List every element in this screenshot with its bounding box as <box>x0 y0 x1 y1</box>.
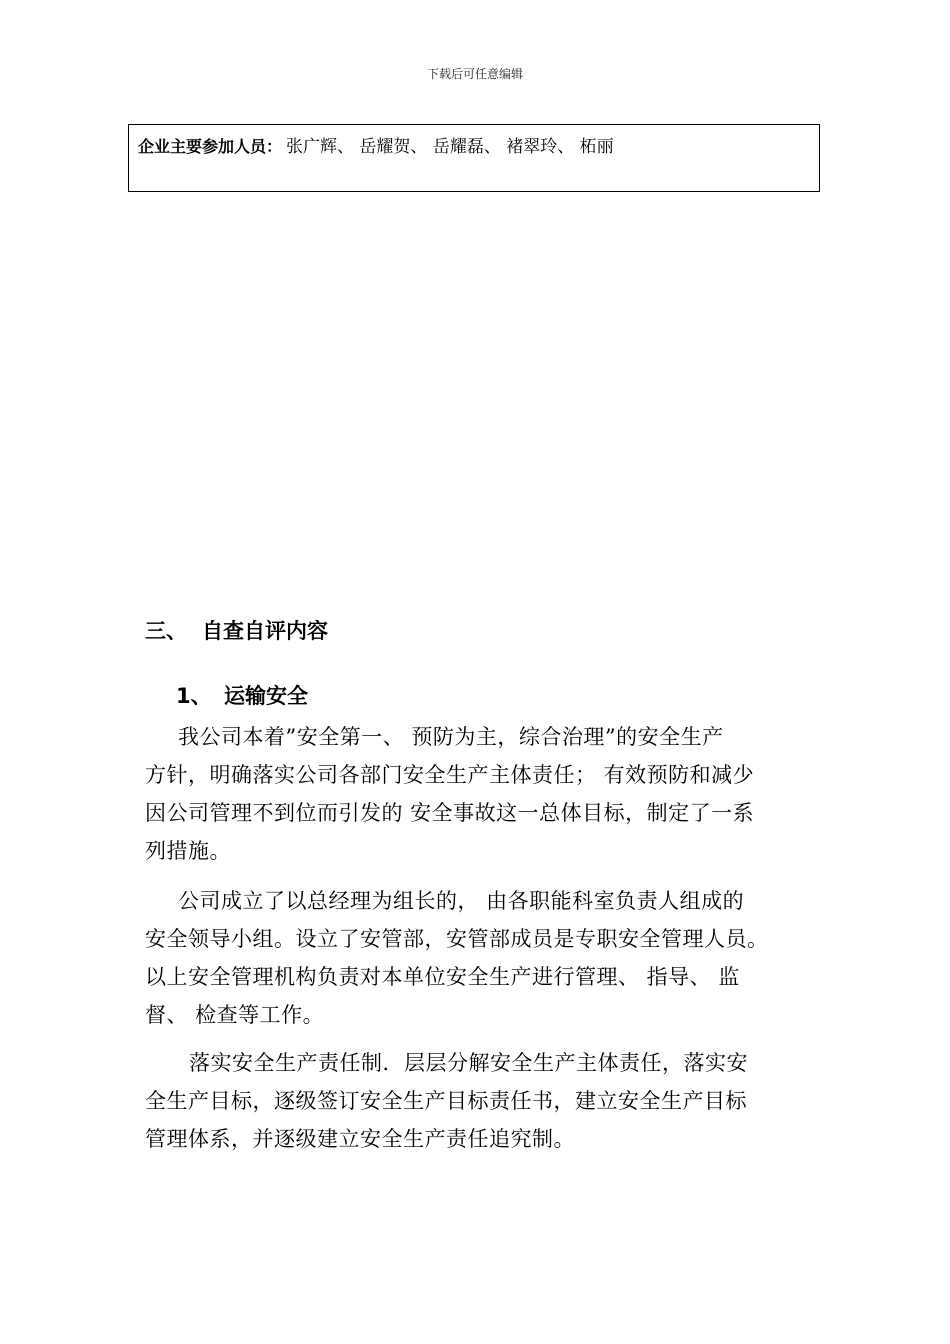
paragraph-line: 安全领导小组。设立了安管部，安管部成员是专职安全管理人员。 <box>145 927 769 951</box>
paragraph-line: 列措施。 <box>145 839 231 863</box>
subsection-number: 1、 <box>176 684 212 708</box>
paragraph-line: 全生产目标，逐级签订安全生产目标责任书，建立安全生产目标 <box>145 1089 747 1113</box>
paragraph-2 <box>145 882 815 1034</box>
paragraph-1 <box>145 718 815 870</box>
section-title: 自查自评内容 <box>202 619 328 643</box>
paragraph-line: 因公司管理不到位而引发的 安全事故这一总体目标，制定了一系 <box>145 801 755 825</box>
paragraph-line: 以上安全管理机构负责对本单位安全生产进行管理、 指导、 监 <box>145 965 740 989</box>
participants-label: 企业主要参加人员： <box>138 137 283 156</box>
paragraph-line: 公司成立了以总经理为组长的， 由各职能科室负责人组成的 <box>178 889 745 913</box>
paragraph-line: 督、 检查等工作。 <box>145 1003 325 1027</box>
subsection-heading <box>176 681 308 711</box>
paragraph-3 <box>145 1044 815 1158</box>
page-header-note: 下载后可任意编辑 <box>426 67 523 81</box>
subsection-title: 运输安全 <box>224 684 308 708</box>
paragraph-line: 方针，明确落实公司各部门安全生产主体责任； 有效预防和减少 <box>145 763 755 787</box>
participants-box <box>128 124 820 192</box>
paragraph-line: 管理体系，并逐级建立安全生产责任追究制。 <box>145 1127 575 1151</box>
paragraph-line: 落实安全生产责任制．层层分解安全生产主体责任，落实安 <box>189 1051 748 1075</box>
section-number: 三、 <box>145 619 187 643</box>
section-heading <box>145 616 328 646</box>
paragraph-line: 我公司本着”安全第一、 预防为主，综合治理”的安全生产 <box>178 725 724 749</box>
participants-names: 张广辉、 岳耀贺、 岳耀磊、 褚翠玲、 柘丽 <box>286 137 614 157</box>
participants-line <box>138 136 614 158</box>
